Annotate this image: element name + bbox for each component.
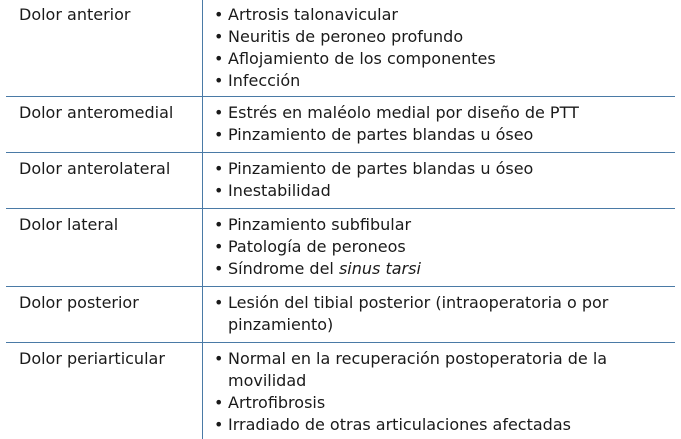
list-item — [214, 158, 669, 180]
row-items-anterolateral — [214, 158, 669, 202]
row-items-periarticular — [214, 348, 669, 436]
list-item — [214, 214, 669, 236]
item-text: Patología de peroneos — [228, 237, 406, 256]
item-text: Normal en la recuperación postoperatoria de la movilidad — [228, 349, 608, 390]
bullet: • — [214, 259, 224, 278]
row-items-lateral — [214, 214, 669, 280]
row-items-anteromedial — [214, 102, 669, 146]
bullet: • — [214, 215, 224, 234]
list-item — [214, 292, 669, 336]
item-text: Inestabilidad — [228, 181, 331, 200]
row-label-periarticular: Dolor periarticular — [19, 349, 165, 368]
list-item — [214, 48, 669, 70]
bullet: • — [214, 293, 224, 312]
list-item — [214, 180, 669, 202]
row-items-anterior — [214, 4, 669, 92]
item-text: Artrofibrosis — [228, 393, 326, 412]
row-divider — [6, 342, 675, 343]
pain-differential-table — [6, 0, 675, 439]
item-text: Neuritis de peroneo profundo — [228, 27, 464, 46]
list-item — [214, 392, 669, 414]
list-item — [214, 4, 669, 26]
row-divider — [6, 286, 675, 287]
item-text: Infección — [228, 71, 301, 90]
list-item — [214, 124, 669, 146]
list-item — [214, 348, 669, 392]
row-label-lateral: Dolor lateral — [19, 215, 119, 234]
row-divider — [6, 208, 675, 209]
bullet: • — [214, 237, 224, 256]
list-item — [214, 414, 669, 436]
row-divider — [6, 96, 675, 97]
item-text: Pinzamiento subfibular — [228, 215, 412, 234]
bullet: • — [214, 159, 224, 178]
item-text: Artrosis talonavicular — [228, 5, 398, 24]
item-text: Irradiado de otras articulaciones afectadas — [228, 415, 571, 434]
bullet: • — [214, 415, 224, 434]
bullet: • — [214, 349, 224, 368]
list-item — [214, 236, 669, 258]
column-divider — [202, 0, 203, 439]
list-item — [214, 70, 669, 92]
bullet: • — [214, 393, 224, 412]
row-items-posterior — [214, 292, 669, 336]
row-label-posterior: Dolor posterior — [19, 293, 139, 312]
item-text: Pinzamiento de partes blandas u óseo — [228, 125, 534, 144]
item-text: Aflojamiento de los componentes — [228, 49, 496, 68]
item-text: Estrés en maléolo medial por diseño de PTT — [228, 103, 579, 122]
row-label-anterolateral: Dolor anterolateral — [19, 159, 171, 178]
row-divider — [6, 152, 675, 153]
row-label-anterior: Dolor anterior — [19, 5, 131, 24]
item-text: Lesión del tibial posterior (intraoperatoria o por pinzamiento) — [228, 293, 609, 334]
list-item — [214, 258, 669, 280]
row-label-anteromedial: Dolor anteromedial — [19, 103, 174, 122]
bullet: • — [214, 71, 224, 90]
list-item — [214, 26, 669, 48]
item-text: Síndrome del — [228, 259, 339, 278]
bullet: • — [214, 125, 224, 144]
bullet: • — [214, 27, 224, 46]
list-item — [214, 102, 669, 124]
bullet: • — [214, 49, 224, 68]
bullet: • — [214, 5, 224, 24]
item-text: Pinzamiento de partes blandas u óseo — [228, 159, 534, 178]
bullet: • — [214, 181, 224, 200]
item-text-italic: sinus tarsi — [338, 259, 421, 278]
bullet: • — [214, 103, 224, 122]
